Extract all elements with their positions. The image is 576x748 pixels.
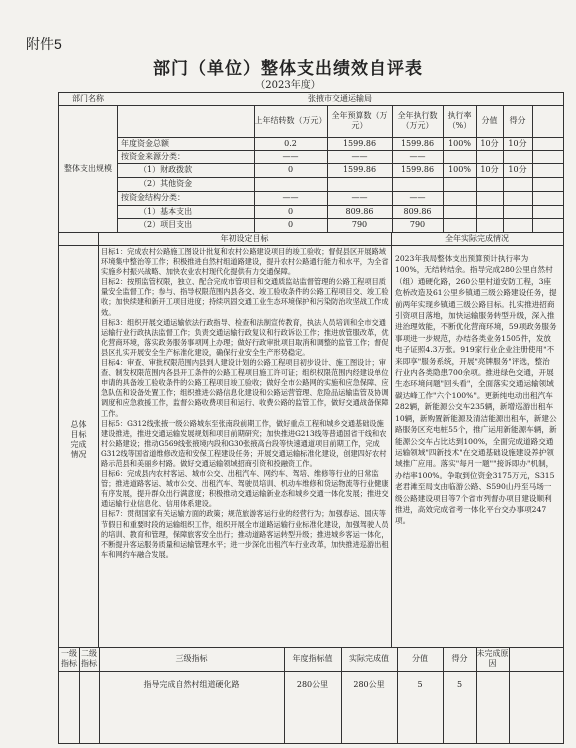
col-header: 全年执行数（万元） [397,111,438,130]
indicator-score: 5 [417,680,423,689]
budget-row-value [476,191,503,205]
goals-section-label: 总体目标完成情况 [70,419,87,459]
budget-row-value: 100% [448,165,471,174]
indicator-name: 指导完成自然村组道硬化路 [143,680,240,689]
budget-row-label: （1）基本支出 [139,206,193,216]
page-title: 部门（单位）整体支出绩效自评表 [153,59,423,79]
budget-row-value [503,218,532,232]
budget-row-value: 790 [409,220,426,229]
ind-col-header: 得分 [451,654,468,663]
report-year: （2023年度） [255,80,321,91]
budget-row-value [476,177,503,191]
ind-col-header: 分值 [412,654,428,663]
budget-row-value [254,177,327,191]
budget-row-label: （2）其他资金 [139,179,193,188]
budget-row-value: —— [282,151,299,161]
ind-col-header: 未完成原因 [476,649,509,668]
budget-row-value: 10分 [480,138,499,148]
budget-row-value [327,177,392,191]
budget-row-value: 1599.86 [342,138,377,148]
annex-label: 附件5 [26,36,62,52]
target-paragraph: 目标5：G312线张掖一级公路城东至张南段前期工作，做好重点工程和城乡交通基础设施建设推进，推进交通运输发展规划和项目前期研究；加快推进G213线等普通国省干线和农村公路建设；推动G569线张掖境内段和G30张掖高台段等快速通道项目前期工作，完成G312线等国省道维修改造和安保工程建设任务；开展交通运输标准化建设，创建四好农村路示范县和美丽乡村路。做好交通运输领域招商引资和投融资工作。 [101,418,387,468]
budget-row-value: —— [409,193,426,202]
unit-label: 部门名称 [72,94,104,103]
budget-row-value: 1599.86 [400,138,435,148]
budget-row-value: 790 [351,220,368,229]
ind-col-header: 二级指标 [81,649,97,668]
ind-col-header: 一级指标 [61,649,77,668]
col-header: 执行率（%） [447,111,472,130]
actual-header: 全年实际完成情况 [445,233,509,243]
col-header: 上年结转数（万元） [254,116,327,125]
budget-row-value [443,177,476,191]
target-text [101,247,389,645]
target-header: 年初设定目标 [220,233,269,243]
budget-row-value [443,205,476,218]
budget-row-value: 10分 [508,138,527,148]
target-paragraph: 目标6：完成县内农村客运、城市公交、出租汽车、网约车、驾培、维修等行业的日常监管；推进道路客运、城市公交、出租汽车、驾驶员培训、机动车维修和货运物流等行业健康有序发展，提升群众出行满意度；积极推动交通运输新业态和城乡交通一体化发展；推进交通运输行业信息化、信用体系建设。 [101,469,389,509]
budget-row-value: 809.86 [345,206,374,216]
budget-row-value [503,205,532,218]
budget-row-value [476,150,503,163]
target-paragraph: 目标2：按照监管权限，独立、配合完成市管项目和交通质监站监督管理的公路工程项目质量安全监督工作；参与、指导权限范围内县各交、竣工验收条件的公路工程项目交、竣工验收；加快续建和新开工项目进度；持续巩固交通工业生态环境保护和污染防治攻坚战工作成效。 [101,277,389,317]
ind-col-header: 年度指标值 [292,654,333,663]
budget-row-value: 1599.86 [400,165,435,174]
budget-row-value [503,150,532,163]
indicator-target: 280公里 [296,680,329,689]
evaluation-table [58,92,564,744]
budget-row-value: 1599.86 [342,165,377,174]
indicator-reason [476,671,509,699]
ind-col-header: 三级指标 [175,654,208,663]
budget-row-value: 809.86 [403,206,432,216]
budget-row-value: 10分 [480,165,499,174]
budget-row-value: 0 [287,206,294,216]
budget-row-label: 按资金结构分类： [121,193,185,202]
budget-row-value: 0 [287,165,294,174]
budget-row-value [503,177,532,191]
budget-row-value: —— [282,193,299,202]
col-header: 全年预算数（万元） [331,111,388,130]
budget-row-value [476,218,503,232]
col-header: 得分 [509,116,526,125]
target-paragraph: 目标3：组织开展交通运输依法行政指导、检查和法制宣传教育，执法人员培训和全市交通运输行业行政执法监督工作；负责交通运输行政复议和行政诉讼工作；推进放管服改革，优化营商环境，落实政务服务事项网上办理；做好行政审批项目取消和调整的监管工作；督促县区扎实开展安全生产标准化建设，确保行业安全生产形势稳定。 [101,317,389,357]
budget-row-value: 10分 [508,165,527,174]
budget-row-value [503,191,532,205]
col-header: 分值 [481,116,498,125]
budget-row-value [443,191,476,205]
target-paragraph: 目标4：审查、审批权限范围内县到人建设计划的公路工程项目初步设计、施工图设计；审查、制发权限范围内各县开工条件的公路工程项目施工许可证；组织权限范围内经建设单位申请的具备竣工验收条件的公路工程项目竣工验收；做好全市公路网的实施和应急保障、应急队伍和设备处置工作；组织推进公路信息化建设和公路运营管理、危险品运输监管及协调调度和应急救援工作，监督公路收费项目和运行、收费公路的监管工作，做好交通战备保障工作。 [101,358,389,418]
budget-row-value: —— [351,151,368,161]
indicator-got: 5 [456,680,463,689]
budget-section-label: 整体支出规模 [64,163,112,173]
indicator-actual: 280公里 [353,680,385,689]
budget-row-value: —— [351,193,368,202]
budget-row-value [476,205,503,218]
budget-row-value: 0 [287,220,294,229]
budget-row-label: （1）财政拨款 [139,165,193,174]
budget-row-value [443,150,476,163]
budget-row-value [443,218,476,232]
budget-row-value: —— [409,151,426,161]
unit-value: 张掖市交通运输局 [308,94,372,103]
target-paragraph: 目标1：完成农村公路施工图设计批复和农村公路建设项目的竣工验收；督促县区开展路域环境集中整治等工作；积极推进自然村组道路建设，提升农村公路通行能力和水平，为全省实施乡村振兴战略、加快农业农村现代化提供有力交通保障。 [101,247,389,277]
budget-row-value [392,177,443,191]
budget-row-label: （2）项目支出 [139,220,193,229]
budget-row-value: 0.2 [284,138,297,148]
ind-col-header: 实际完成值 [349,654,389,663]
budget-row-value: 100% [448,138,471,148]
budget-row-label: 年度资金总额 [121,138,169,148]
actual-text: 2023年我局整体支出预算预计执行率为100%，无结转结余。指导完成280公里自然村（组）通硬化路，260公里村道安防工程，3座危桥改造及61公里乡镇通三级公路建设任务，提前两年实现乡镇通三级公路目标。扎实推进招商引资项目落地，加快运输服务转型升级，深入推进治理效能，不断优化营商环境，59项政务服务事项进一步规范，办结各类业务1505件，发放电子证照4.3万张。919家行业企业注册使用"不来即享"服务系统，开展"亮牌服务"评选，整治行业内各类隐患700余项。推进绿色交通，开展生态环境问题"回头看"，全面落实交通运输领域碳达峰工作"六个100%"。更新纯电动出租汽车282辆，新能源公交车235辆，新增巡游出租车10辆，新购置新能源及清洁能源出租车，新建公路服务区充电桩55个，推广运用新能源车辆，新能源公交车占比达到100%，全面完成道路交通运输领域"四新技术"在交通基础设施建设养护领域推广应用。落实"每月一题""接诉即办"机制，办结率100%。争取到位资金3175万元，S315老君滩至局支由临游公路、S590山丹至马场一级公路建设项目等7个省市列督办项目建设顺利推进，高效完成省考一体化平台交办事项247项。 [395,254,557,526]
target-paragraph: 目标7：贯彻国家有关运输方面的政策；规范旅游客运行业的经营行为；加强春运、国庆等节假日和重要时段的运输组织工作，组织开展全市道路运输行业标准化建设，加强驾驶人员的培训、教育和管理，保障旅客安全出行；推动道路客运转型升级；推进城乡客运一体化，不断提升客运服务质量和运输管理水平；进一步深化出租汽车行业改革，加快推进巡游出租车和网约车融合发展。 [101,509,389,559]
budget-row-label: 按资金来源分类： [121,151,185,161]
